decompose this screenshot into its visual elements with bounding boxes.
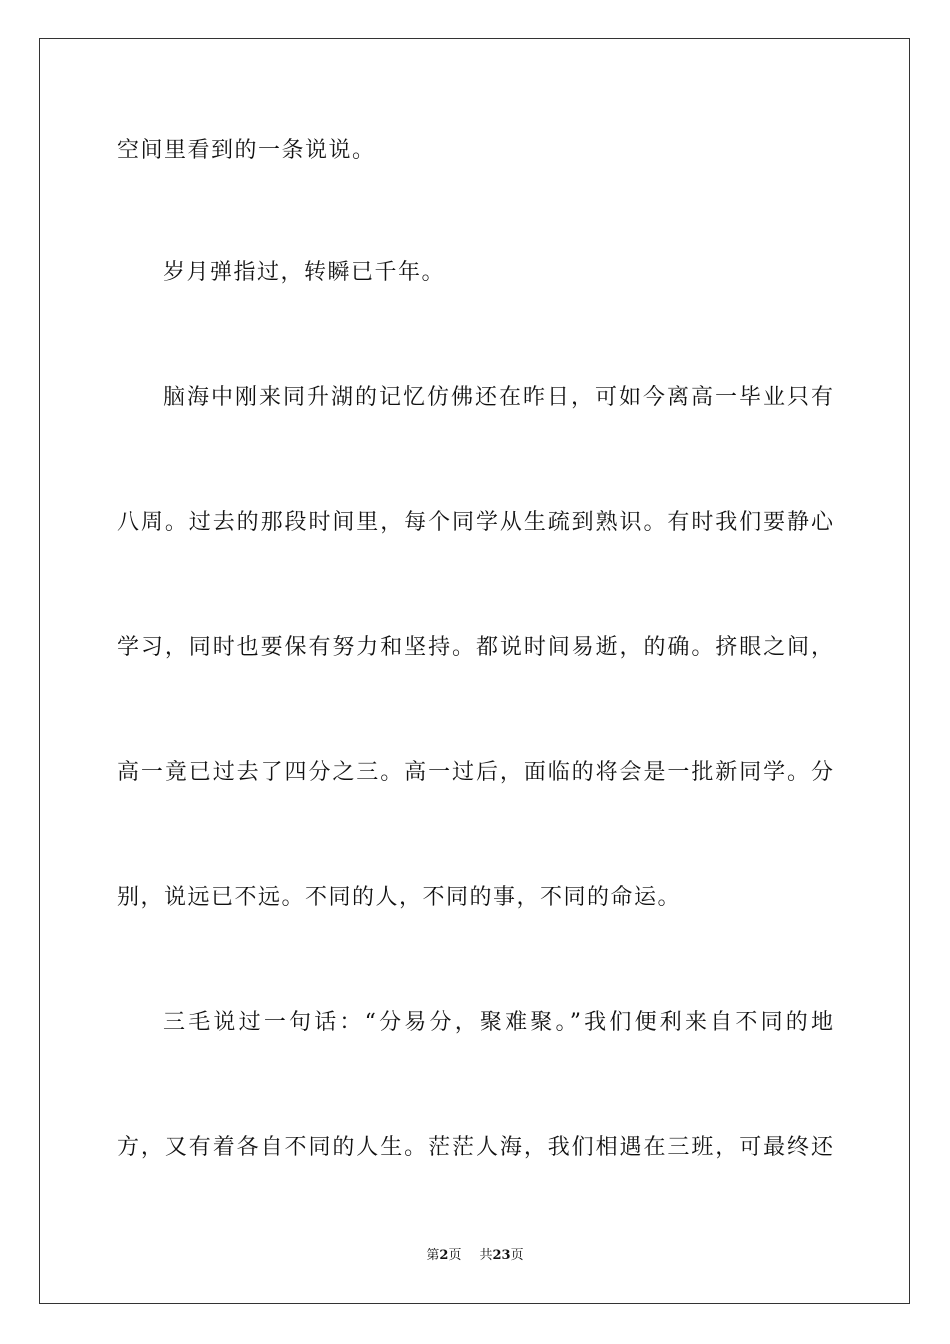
- text-line: 方，又有着各自不同的人生。茫茫人海，我们相遇在三班，可最终还: [117, 1135, 833, 1160]
- footer-total-prefix: 共: [479, 1248, 493, 1263]
- text-line: 岁月弹指过，转瞬已千年。: [163, 260, 446, 285]
- text-line: 三毛说过一句话：“分易分，聚难聚。”我们便利来自不同的地: [163, 1010, 833, 1035]
- footer-page-unit: 页: [448, 1248, 462, 1263]
- current-page-number: 2: [439, 1248, 449, 1263]
- text-line: 别，说远已不远。不同的人，不同的事，不同的命运。: [117, 885, 682, 910]
- text-line: 空间里看到的一条说说。: [117, 138, 376, 163]
- text-line: 八周。过去的那段时间里，每个同学从生疏到熟识。有时我们要静心: [117, 510, 833, 535]
- page-footer: [0, 1247, 950, 1265]
- total-pages: 23: [492, 1248, 511, 1263]
- page-border: [39, 38, 910, 1304]
- footer-total-unit: 页: [510, 1248, 524, 1263]
- text-line: 高一竟已过去了四分之三。高一过后，面临的将会是一批新同学。分: [117, 760, 833, 785]
- text-line: 脑海中刚来同升湖的记忆仿佛还在昨日，可如今离高一毕业只有: [163, 385, 833, 410]
- footer-prefix: 第: [426, 1248, 440, 1263]
- text-line: 学习，同时也要保有努力和坚持。都说时间易逝，的确。挤眼之间，: [117, 635, 833, 660]
